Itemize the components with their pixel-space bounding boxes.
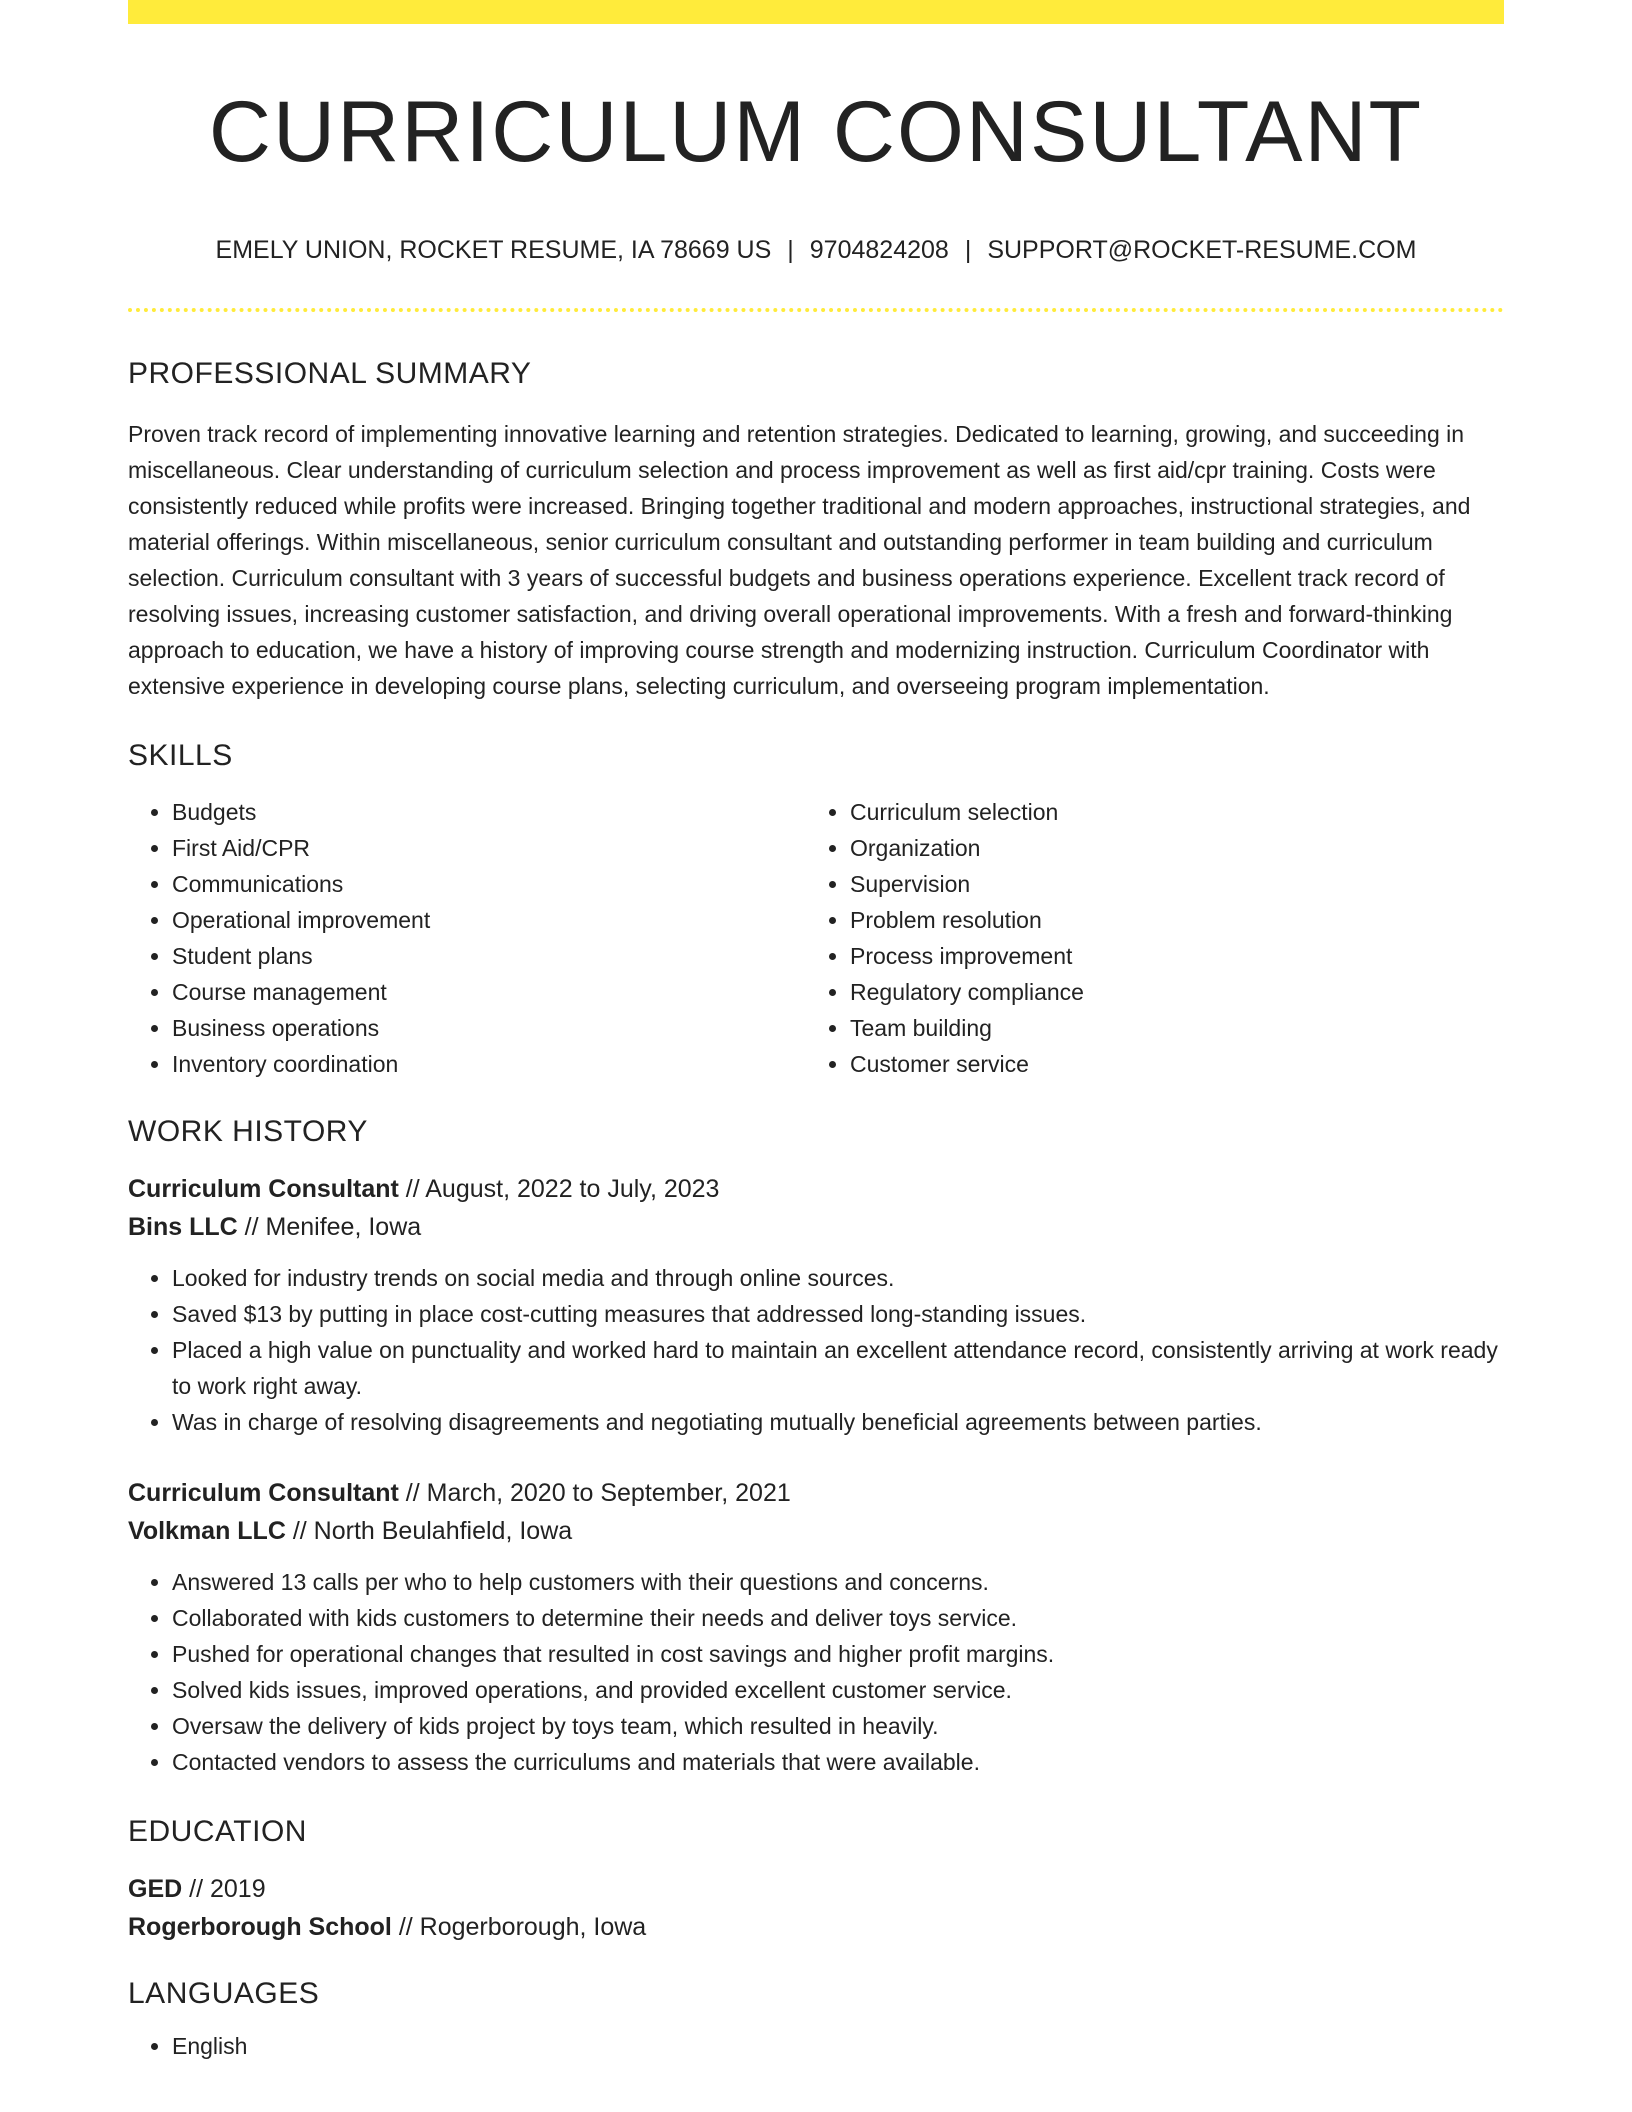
language-item: • English [172,2028,1504,2064]
job-location: // Menifee, Iowa [244,1213,422,1241]
skills-list [128,794,1504,1082]
skill-item: • Communications [172,866,806,902]
job-bullet: • Placed a high value on punctuality and worked hard to maintain an excellent attendance record, consistently arriving at work ready to work right away. [172,1332,1504,1404]
job-company: Bins LLC [128,1213,238,1241]
job-title-line [128,1474,1504,1512]
contact-separator: | [787,236,794,264]
job-title-line [128,1170,1504,1208]
skill-item: • Student plans [172,938,806,974]
education-location: // Rogerborough, Iowa [398,1913,647,1941]
job-bullet: • Saved $13 by putting in place cost-cutting measures that addressed long-standing issues. [172,1296,1504,1332]
education-heading: EDUCATION [128,1815,307,1848]
skill-item: • Operational improvement [172,902,806,938]
job-bullet: • Oversaw the delivery of kids project by toys team, which resulted in heavily. [172,1708,1504,1744]
education-year: // 2019 [189,1875,266,1903]
skill-item: • Team building [850,1010,1484,1046]
education-school: Rogerborough School [128,1913,392,1941]
job-dates: // March, 2020 to September, 2021 [405,1479,791,1507]
skill-item: • Customer service [850,1046,1484,1082]
languages-heading: LANGUAGES [128,1977,320,2010]
job-bullets [128,1260,1504,1440]
skill-item: • Problem resolution [850,902,1484,938]
accent-bar [128,0,1504,24]
job-company-line [128,1208,1504,1246]
skill-item: • Curriculum selection [850,794,1484,830]
education-school-line [128,1908,1504,1946]
skills-column-left [128,794,806,1082]
job-bullet: • Pushed for operational changes that resulted in cost savings and higher profit margins. [172,1636,1504,1672]
skill-item: • Regulatory compliance [850,974,1484,1010]
job-bullet: • Looked for industry trends on social media and through online sources. [172,1260,1504,1296]
resume-page [128,0,1504,2064]
skill-item: • Course management [172,974,806,1010]
contact-phone: 9704824208 [809,236,949,264]
skill-item: • Supervision [850,866,1484,902]
skills-heading: SKILLS [128,739,233,772]
contact-email: SUPPORT@ROCKET-RESUME.COM [987,236,1417,264]
contact-line [128,234,1504,266]
contact-address: EMELY UNION, ROCKET RESUME, IA 78669 US [215,236,772,264]
job-location: // North Beulahfield, Iowa [292,1517,573,1545]
job-title: Curriculum Consultant [128,1175,399,1203]
contact-separator: | [964,236,972,264]
education-degree-line [128,1870,1504,1908]
skill-item: • Business operations [172,1010,806,1046]
job-bullet: • Was in charge of resolving disagreements and negotiating mutually beneficial agreements between parties. [172,1404,1504,1440]
work-history-heading: WORK HISTORY [128,1115,368,1148]
summary-text: Proven track record of implementing innovative learning and retention strategies. Dedicated to learning, growing, and succeeding in miscellaneous. Clear understanding of curriculum selection and process improvement as well as first aid/cpr training. Costs were consistently reduced while profits were increased. Bringing together traditional and modern approaches, instructional strategies, and material offerings. Within miscellaneous, senior curriculum consultant and outstanding performer in team building and curriculum selection. Curriculum consultant with 3 years of successful budgets and business operations experience. Excellent track record of resolving issues, increasing customer satisfaction, and driving overall operational improvements. With a fresh and forward-thinking approach to education, we have a history of improving course strength and modernizing instruction. Curriculum Coordinator with extensive experience in developing course plans, selecting curriculum, and overseeing program implementation. [128,421,1471,699]
job-title: Curriculum Consultant [128,1479,399,1507]
resume-title: CURRICULUM CONSULTANT [208,84,1424,180]
skill-item: • Organization [850,830,1484,866]
summary-heading: PROFESSIONAL SUMMARY [128,357,532,390]
skill-item: • First Aid/CPR [172,830,806,866]
job-company-line [128,1512,1504,1550]
job-bullet: • Collaborated with kids customers to determine their needs and deliver toys service. [172,1600,1504,1636]
skill-item: • Process improvement [850,938,1484,974]
education-degree: GED [128,1875,183,1903]
job-company: Volkman LLC [128,1517,286,1545]
job-bullet: • Answered 13 calls per who to help customers with their questions and concerns. [172,1564,1504,1600]
job-dates: // August, 2022 to July, 2023 [405,1175,720,1203]
languages-list [128,2028,1504,2064]
skill-item: • Budgets [172,794,806,830]
job-bullets [128,1564,1504,1780]
job-bullet: • Contacted vendors to assess the curriculums and materials that were available. [172,1744,1504,1780]
skills-column-right [806,794,1484,1082]
skill-item: • Inventory coordination [172,1046,806,1082]
job-bullet: • Solved kids issues, improved operations, and provided excellent customer service. [172,1672,1504,1708]
dotted-divider [128,308,1504,312]
